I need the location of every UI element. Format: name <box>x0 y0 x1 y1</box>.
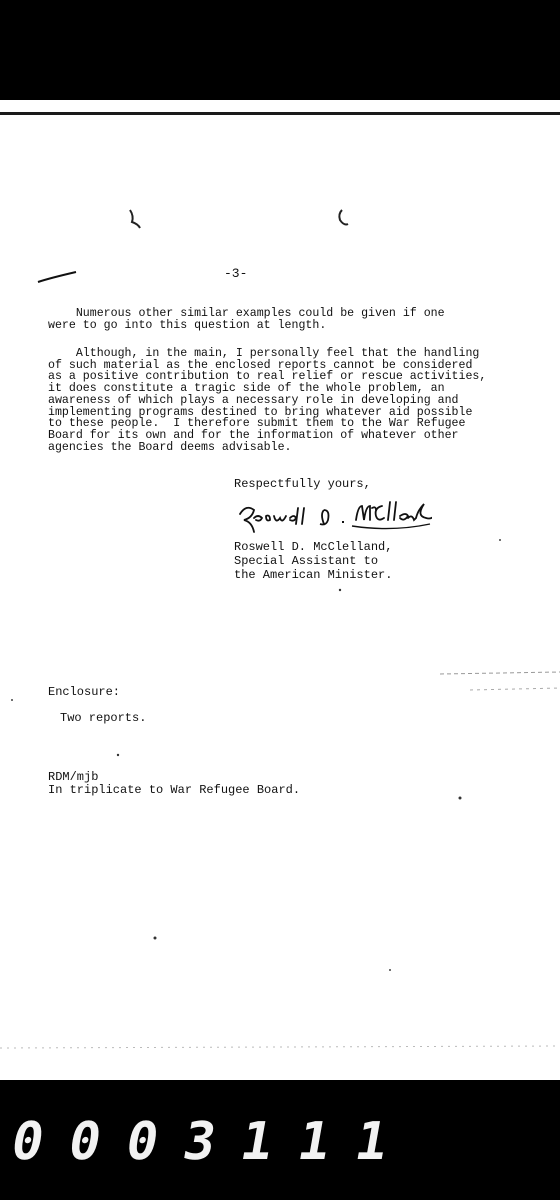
paragraph-2-line: implementing programs destined to bring whatever aid possible <box>48 405 473 419</box>
signer-title-2: the American Minister. <box>234 568 393 582</box>
dash-line-3 <box>0 1046 560 1048</box>
scan-artifacts <box>0 100 560 1080</box>
page-number: -3- <box>224 266 248 281</box>
speck <box>389 969 391 971</box>
closing: Respectfully yours, <box>234 477 371 491</box>
dash-line-1 <box>440 672 560 674</box>
frame-number: 0003111 <box>6 1112 419 1172</box>
enclosure-label: Enclosure: <box>48 685 121 699</box>
enclosure-item: Two reports. <box>60 711 147 725</box>
paragraph-2-line: it does constitute a tragic side of the whole problem, an <box>48 382 445 396</box>
paragraph-2-line: of such material as the enclosed reports cannot be considered <box>48 358 473 372</box>
speck <box>499 539 501 541</box>
margin-stroke <box>38 272 76 282</box>
handwritten-signature <box>232 496 432 538</box>
signer-block <box>234 540 392 582</box>
document-page <box>0 100 560 1080</box>
speck <box>339 589 341 591</box>
dash-line-2 <box>470 688 560 690</box>
speck <box>459 797 462 800</box>
paragraph-2-line: to these people. I therefore submit them to the War Refugee <box>48 417 466 431</box>
hole-mark-left <box>130 210 140 228</box>
film-border-top <box>0 0 560 100</box>
reference-initials: RDM/mjb <box>48 770 99 784</box>
speck <box>117 754 119 756</box>
signer-title-1: Special Assistant to <box>234 554 379 568</box>
hole-mark-right <box>339 210 348 225</box>
paragraph-1-line: were to go into this question at length. <box>48 318 327 332</box>
paragraph-1 <box>48 308 445 331</box>
speck <box>11 699 13 701</box>
paragraph-2-line: as a positive contribution to real relief or rescue activities, <box>48 370 487 384</box>
paragraph-2-line: Board for its own and for the information of whatever other <box>48 428 459 442</box>
paragraph-2 <box>48 348 486 453</box>
speck <box>154 937 157 940</box>
paragraph-1-line: Numerous other similar examples could be given if one <box>48 307 445 320</box>
paragraph-2-line: Although, in the main, I personally feel that the handling <box>48 347 480 360</box>
paragraph-2-line: awareness of which plays a necessary role in developing and <box>48 393 459 407</box>
page-top-edge <box>0 112 560 115</box>
paragraph-2-line: agencies the Board deems advisable. <box>48 440 292 454</box>
distribution-note: In triplicate to War Refugee Board. <box>48 783 301 797</box>
signer-name: Roswell D. McClelland, <box>234 540 393 554</box>
